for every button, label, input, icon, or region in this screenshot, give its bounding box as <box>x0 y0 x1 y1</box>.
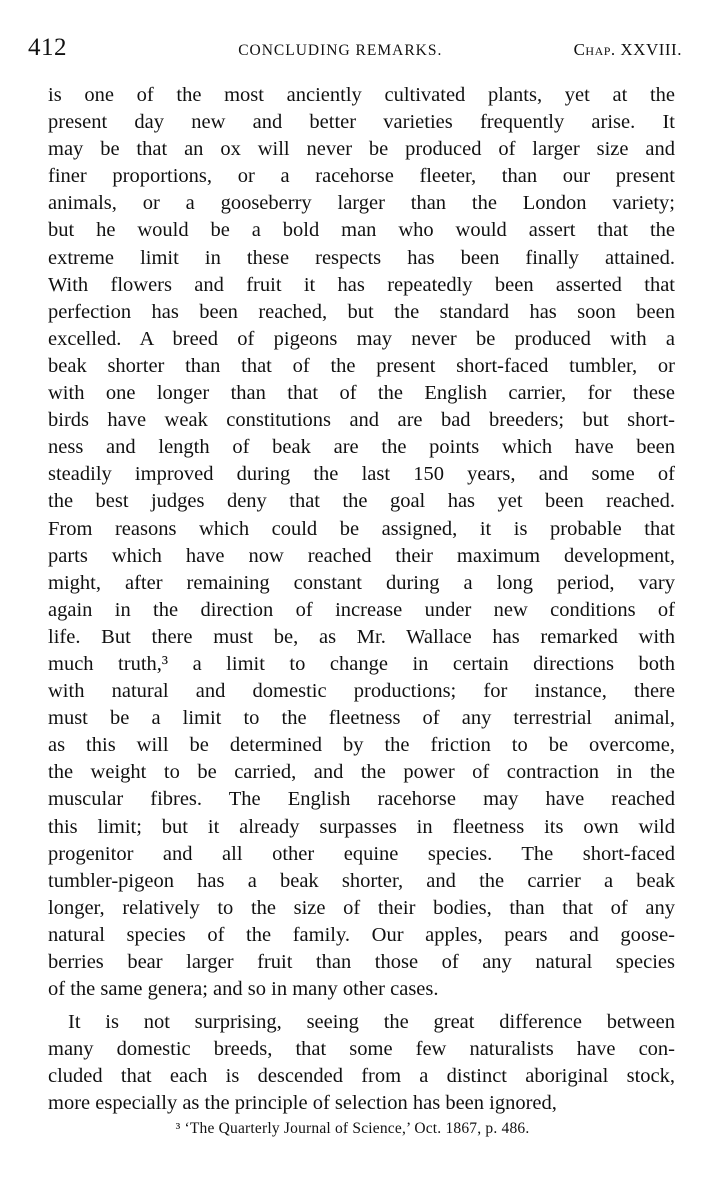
text-line: perfection has been reached, but the standard has soon been <box>48 300 675 323</box>
text-line: many domestic breeds, that some few naturalists have con- <box>48 1038 675 1061</box>
text-line: much truth,³ a limit to change in certain directions both <box>48 652 675 675</box>
footnote: ³ ‘The Quarterly Journal of Science,’ Oct. 1867, p. 486. <box>175 1120 530 1137</box>
text-line: It is not surprising, seeing the great difference between <box>68 1011 675 1034</box>
chapter-reference: Chap. XXVIII. <box>573 40 682 59</box>
text-line: as this will be determined by the friction to be overcome, <box>48 734 675 757</box>
text-line: excelled. A breed of pigeons may never be produced with a <box>48 327 675 350</box>
text-line: but he would be a bold man who would assert that the <box>48 219 675 242</box>
text-line: parts which have now reached their maximum development, <box>48 544 675 567</box>
text-line: berries bear larger fruit than those of any natural species <box>48 951 675 973</box>
text-line: beak shorter than that of the present short-faced tumbler, or <box>48 354 675 377</box>
text-line: With flowers and fruit it has repeatedly been asserted that <box>48 273 675 296</box>
text-line: more especially as the principle of selection has been ignored, <box>48 1092 557 1115</box>
text-line: with natural and domestic productions; for instance, there <box>48 680 675 703</box>
text-line: extreme limit in these respects has been finally attained. <box>48 246 675 269</box>
paragraph <box>48 82 675 1003</box>
text-line: From reasons which could be assigned, it is probable that <box>48 517 675 540</box>
text-line: of the same genera; and so in many other cases. <box>48 978 439 1001</box>
text-line: might, after remaining constant during a long period, vary <box>48 571 675 594</box>
text-line: must be a limit to the fleetness of any terrestrial animal, <box>48 707 675 730</box>
chapter-title: CONCLUDING REMARKS. <box>238 42 443 59</box>
text-line: animals, or a gooseberry larger than the London variety; <box>48 192 675 215</box>
text-line: the weight to be carried, and the power of contraction in the <box>48 761 675 784</box>
body-text <box>48 82 675 1118</box>
running-head <box>28 34 682 64</box>
text-line: progenitor and all other equine species. The short-faced <box>48 842 675 865</box>
text-line: is one of the most anciently cultivated plants, yet at the <box>48 84 675 106</box>
text-line: natural species of the family. Our apples, pears and goose- <box>48 923 675 946</box>
paragraph <box>48 1009 675 1117</box>
text-line: cluded that each is descended from a distinct aboriginal stock, <box>48 1065 675 1088</box>
text-line: with one longer than that of the English carrier, for these <box>48 382 675 405</box>
text-line: birds have weak constitutions and are bad breeders; but short- <box>48 409 675 432</box>
text-line: life. But there must be, as Mr. Wallace has remarked with <box>48 625 675 648</box>
text-line: again in the direction of increase under new conditions of <box>48 598 675 621</box>
text-line: ness and length of beak are the points which have been <box>48 436 675 459</box>
text-line: finer proportions, or a racehorse fleeter, than our present <box>48 165 675 188</box>
text-line: steadily improved during the last 150 years, and some of <box>48 463 675 486</box>
text-line: tumbler-pigeon has a beak shorter, and the carrier a beak <box>48 869 675 892</box>
text-line: muscular fibres. The English racehorse may have reached <box>48 788 675 811</box>
text-line: the best judges deny that the goal has yet been reached. <box>48 490 675 513</box>
page-number: 412 <box>28 34 67 61</box>
text-line: longer, relatively to the size of their bodies, than that of any <box>48 896 675 919</box>
text-line: this limit; but it already surpasses in fleetness its own wild <box>48 815 675 838</box>
text-line: may be that an ox will never be produced of larger size and <box>48 138 675 161</box>
text-line: present day new and better varieties frequently arise. It <box>48 111 675 134</box>
